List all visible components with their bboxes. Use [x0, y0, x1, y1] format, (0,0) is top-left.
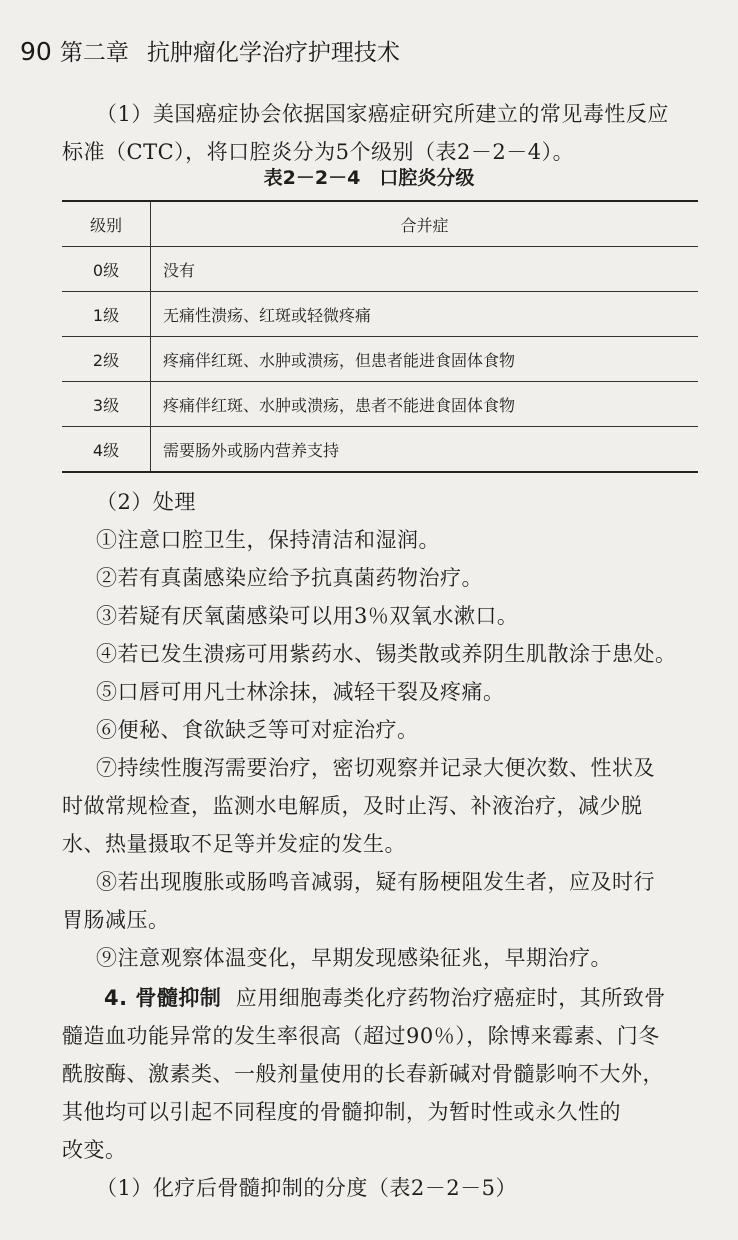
table-row: [62, 247, 698, 292]
running-header: [20, 34, 400, 67]
section4-text: 应用细胞毒类化疗药物治疗癌症时，其所致骨: [235, 986, 666, 1010]
treatment-item-continuation: 时做常规检查，监测水电解质，及时止泻、补液治疗，减少脱: [62, 794, 643, 818]
table-row: [62, 337, 698, 382]
treatment-item: ⑥便秘、食欲缺乏等可对症治疗。: [96, 718, 419, 742]
section4-line: 髓造血功能异常的发生率很高（超过90％），除博来霉素、门冬: [62, 1024, 660, 1048]
intro-line-2: 标准（CTC），将口腔炎分为5个级别（表2－2－4）。: [62, 140, 575, 164]
treatment-item: ⑨注意观察体温变化，早期发现感染征兆，早期治疗。: [96, 946, 612, 970]
treatment-item-continuation: 胃肠减压。: [62, 908, 170, 932]
treatment-item: ②若有真菌感染应给予抗真菌药物治疗。: [96, 566, 483, 590]
column-header-grade: 级别: [62, 201, 151, 247]
section4-heading: 4. 骨髓抑制: [104, 986, 222, 1010]
intro-line-1: （1）美国癌症协会依据国家癌症研究所建立的常见毒性反应: [96, 102, 669, 126]
complication-cell: 疼痛伴红斑、水肿或溃疡，患者不能进食固体食物: [151, 382, 699, 427]
grade-cell: 4级: [62, 427, 151, 473]
complication-cell: 无痛性溃疡、红斑或轻微疼痛: [151, 292, 699, 337]
section4-line: 其他均可以引起不同程度的骨髓抑制，为暂时性或永久性的: [62, 1100, 621, 1124]
page-number: 90: [20, 37, 52, 66]
grade-cell: 0级: [62, 247, 151, 292]
table-header-row: [62, 201, 698, 247]
section4-line: 改变。: [62, 1138, 127, 1162]
treatment-item: ③若疑有厌氧菌感染可以用3％双氧水漱口。: [96, 604, 519, 628]
grade-cell: 3级: [62, 382, 151, 427]
treatment-item-continuation: 水、热量摄取不足等并发症的发生。: [62, 832, 406, 856]
treatment-item: ⑤口唇可用凡士林涂抹，减轻干裂及疼痛。: [96, 680, 505, 704]
table-caption: 表2－2－4 口腔炎分级: [263, 167, 475, 189]
grade-cell: 1级: [62, 292, 151, 337]
complication-cell: 需要肠外或肠内营养支持: [151, 427, 699, 473]
subsection-title: （1）化疗后骨髓抑制的分度（表2－2－5）: [96, 1176, 517, 1200]
table-row: [62, 382, 698, 427]
treatment-item: ①注意口腔卫生，保持清洁和湿润。: [96, 528, 440, 552]
section4-line: 酰胺酶、激素类、一般剂量使用的长春新碱对骨髓影响不大外，: [62, 1062, 664, 1086]
treatment-item: ⑧若出现腹胀或肠鸣音减弱，疑有肠梗阻发生者，应及时行: [96, 870, 655, 894]
treatment-item: ⑦持续性腹泻需要治疗，密切观察并记录大便次数、性状及: [96, 756, 655, 780]
chapter-label: 第二章: [59, 40, 129, 66]
treatment-item: ④若已发生溃疡可用紫药水、锡类散或养阴生肌散涂于患处。: [96, 642, 677, 666]
column-header-complication: 合并症: [151, 201, 699, 247]
table-row: [62, 292, 698, 337]
chapter-title: 抗肿瘤化学治疗护理技术: [146, 40, 400, 66]
stomatitis-grade-table: [62, 200, 698, 473]
section4-first-line: [104, 982, 666, 1012]
complication-cell: 疼痛伴红斑、水肿或溃疡，但患者能进食固体食物: [151, 337, 699, 382]
complication-cell: 没有: [151, 247, 699, 292]
table-row: [62, 427, 698, 473]
grade-cell: 2级: [62, 337, 151, 382]
treatment-title: （2）处理: [96, 490, 196, 514]
